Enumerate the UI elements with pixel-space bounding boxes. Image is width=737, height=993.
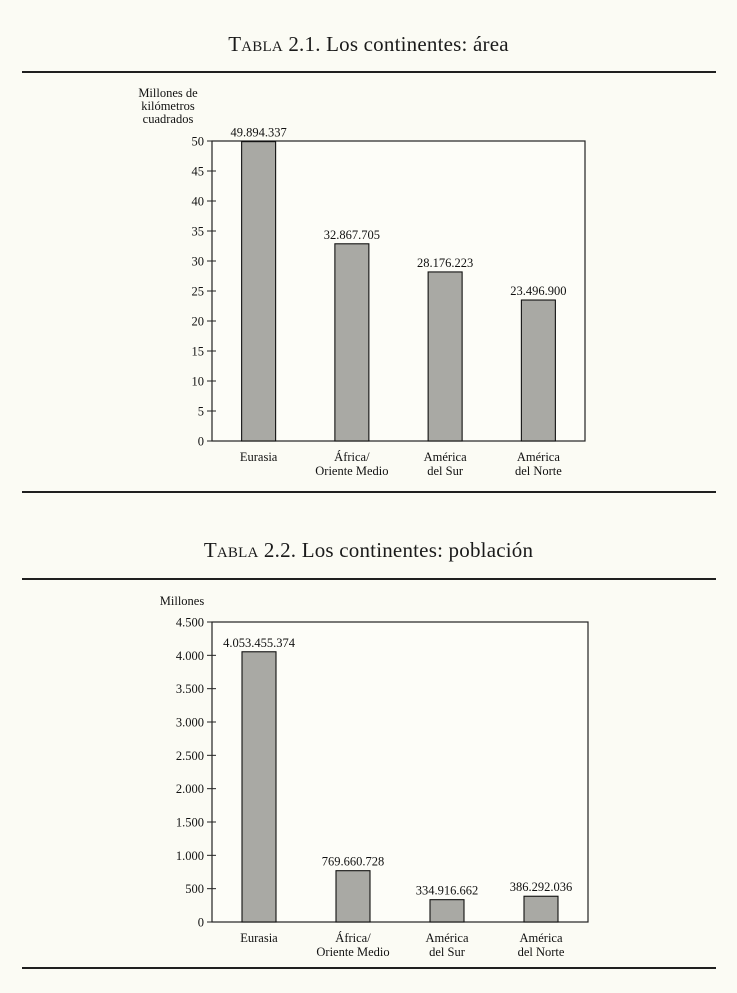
chart2-ytick-label: 2.500 [175,748,204,763]
chart1-bottom-rule [22,491,716,493]
chart1-ytick-label: 45 [191,164,204,179]
chart1-ytick-label: 20 [191,314,204,329]
chart2-caption [0,538,737,563]
chart1-value-label: 23.496.900 [510,284,567,299]
chart1-ytick-label: 5 [197,404,204,419]
chart2-category-label: del Norte [517,945,565,959]
chart1-ylabel-line: cuadrados [142,112,194,126]
chart1-ytick-label: 40 [191,194,204,209]
chart2-value-label: 386.292.036 [509,880,573,895]
chart1-value-label: 49.894.337 [230,125,287,140]
chart2-ytick-label: 0 [197,915,204,930]
chart2-category-label: América [425,931,469,945]
chart2-value-label: 334.916.662 [415,883,479,898]
chart1-ylabel-line: Millones de [138,86,198,100]
chart1-ytick-label: 0 [197,434,204,449]
chart1-category-label: del Norte [514,464,562,478]
chart1-ytick-label: 10 [191,374,204,389]
chart2-bar [336,871,370,922]
chart2-category-label: del Sur [429,945,465,959]
chart1-bar [428,272,462,441]
chart2-bar [524,896,558,922]
chart1-bar [521,300,555,441]
chart1-category-label: Eurasia [239,450,278,464]
chart1-area [0,80,737,500]
chart2-ytick-label: 1.500 [175,815,204,830]
chart1-caption-title: Los continentes: área [326,32,509,56]
chart1-top-rule [22,71,716,73]
chart2-caption-prefix: Tabla 2.2. [203,538,297,562]
chart1-ytick-label: 15 [191,344,204,359]
chart2-category-label: América [519,931,563,945]
chart2-ytick-label: 500 [185,882,204,897]
chart2-ylabel-line: Millones [159,594,205,608]
chart1-category-label: África/ [334,450,370,464]
chart2-population [0,585,737,970]
chart1-value-label: 32.867.705 [323,227,380,242]
chart2-ytick-label: 4.000 [175,648,204,663]
chart2-value-label: 769.660.728 [321,854,385,869]
chart2-category-label: Eurasia [240,931,278,945]
chart2-category-label: África/ [335,931,371,945]
chart2-bar [242,652,276,922]
chart1-category-label: del Sur [427,464,464,478]
chart2-ytick-label: 3.000 [175,715,204,730]
chart1-caption-prefix: Tabla 2.1. [228,32,321,56]
chart1-ytick-label: 25 [191,284,204,299]
chart2-caption-title: Los continentes: población [301,538,534,562]
chart1-ytick-label: 30 [191,254,204,269]
chart1-caption [0,32,737,57]
chart2-top-rule [22,578,716,580]
chart2-bottom-rule [22,967,716,969]
chart1-value-label: 28.176.223 [417,255,474,270]
chart2-value-label: 4.053.455.374 [223,635,295,650]
chart2-ytick-label: 1.000 [175,848,204,863]
chart1-category-label: América [516,450,560,464]
chart1-bar [242,142,276,441]
chart2-category-label: Oriente Medio [316,945,390,959]
chart2-ytick-label: 4.500 [175,615,204,630]
chart1-bar [335,244,369,441]
chart1-ytick-label: 35 [191,224,204,239]
chart1-category-label: Oriente Medio [315,464,389,478]
chart2-ytick-label: 3.500 [175,682,204,697]
chart2-bar [430,900,464,922]
chart1-ytick-label: 50 [191,134,204,149]
chart1-category-label: América [423,450,467,464]
chart1-ylabel-line: kilómetros [141,99,195,113]
chart2-ytick-label: 2.000 [175,782,204,797]
